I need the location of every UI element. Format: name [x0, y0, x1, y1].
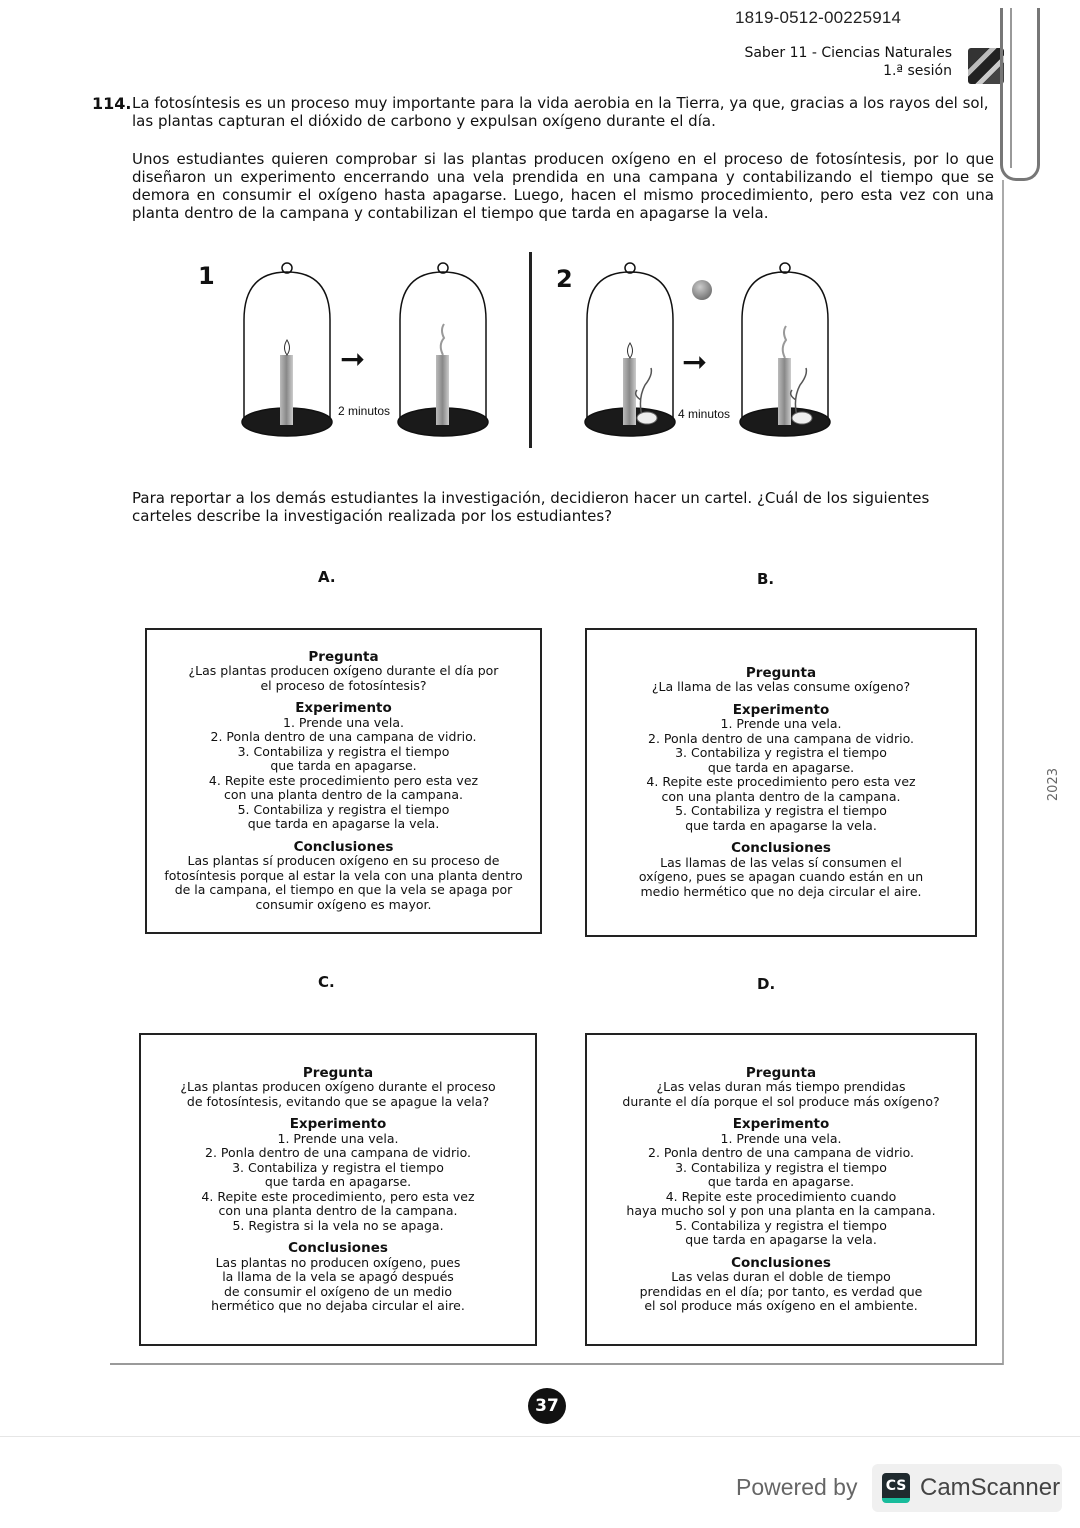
exam-header — [744, 44, 952, 80]
experiment-figure — [190, 250, 850, 450]
experimento-step: 2. Ponla dentro de una campana de vidrio. — [210, 729, 477, 745]
camscanner-badge[interactable] — [872, 1464, 1062, 1512]
pregunta-line: de fotosíntesis, evitando que se apague la vela? — [186, 1093, 490, 1109]
arrow-right-icon: ➞ — [682, 345, 708, 380]
conclusion-line: la llama de la vela se apagó después — [222, 1269, 454, 1284]
experimento-step: 5. Contabiliza y registra el tiempo — [237, 801, 450, 817]
bell-jar-with-plant-icon — [585, 263, 675, 436]
experimento-step: que tarda en apagarse. — [270, 758, 417, 774]
experimento-step: 1. Prende una vela. — [720, 1130, 842, 1146]
conclusion-line: Las llamas de las velas sí consumen el — [660, 854, 902, 870]
panel-1-time: 2 minutos — [338, 404, 391, 418]
experimento-title: Experimento — [732, 701, 830, 718]
experimento-step: 4. Repite este procedimiento, pero esta vez — [201, 1188, 475, 1204]
experimento-step: 3. Contabiliza y registra el tiempo — [675, 745, 887, 761]
conclusion-line: Las plantas no producen oxígeno, pues — [215, 1254, 461, 1270]
conclusion-line: hermético que no dejaba circular el aire. — [211, 1298, 465, 1313]
conclusiones-title: Conclusiones — [731, 1254, 831, 1271]
conclusion-line: prendidas en el día; por tanto, es verdad que — [639, 1283, 923, 1299]
bell-jars-illustration — [190, 250, 850, 450]
experimento-step: 3. Contabiliza y registra el tiempo — [237, 743, 450, 759]
option-a-poster[interactable] — [145, 628, 542, 934]
experimento-step: con una planta dentro de la campana. — [661, 788, 901, 804]
bell-jar-icon — [242, 263, 332, 436]
conclusion-line: medio hermético que no deja circular el aire. — [640, 883, 922, 899]
option-d-poster[interactable] — [585, 1033, 977, 1346]
conclusion-line: consumir oxígeno es mayor. — [255, 896, 432, 912]
camscanner-logo-icon: CS — [882, 1473, 910, 1503]
experimento-title: Experimento — [295, 700, 392, 717]
experimento-step: 4. Repite este procedimiento pero esta vez — [646, 774, 916, 790]
experimento-step: con una planta dentro de la campana. — [224, 787, 463, 803]
paper-clip-inner — [1010, 8, 1032, 168]
experimento-title: Experimento — [289, 1116, 387, 1132]
pregunta-title: Pregunta — [745, 664, 817, 681]
panel-2-time: 4 minutos — [678, 407, 731, 421]
pregunta-line: ¿Las plantas producen oxígeno durante el proceso — [180, 1079, 496, 1094]
session-label: 1.ª sesión — [883, 63, 952, 79]
conclusiones-title: Conclusiones — [731, 840, 831, 857]
experimento-step: haya mucho sol y pon una planta en la campana. — [626, 1203, 936, 1218]
sun-icon — [692, 280, 712, 300]
option-c-poster[interactable] — [139, 1033, 537, 1346]
exam-logo-icon — [968, 48, 1004, 84]
conclusion-line: Las plantas sí producen oxígeno en su proceso de — [187, 853, 500, 869]
pregunta-line: durante el día porque el sol produce más oxígeno? — [622, 1093, 940, 1109]
experimento-step: 5. Contabiliza y registra el tiempo — [675, 803, 887, 819]
experimento-step: 2. Ponla dentro de una campana de vidrio. — [648, 730, 914, 746]
experimento-step: 1. Prende una vela. — [720, 716, 842, 732]
pregunta-line: el proceso de fotosíntesis? — [260, 677, 427, 693]
question-context: Unos estudiantes quieren comprobar si las plantas producen oxígeno en el proceso de fotosíntesis, por lo que diseñaron un experimento encerrando una vela prendida en una campana y contabilizando el tiempo que se demora en consumir el oxígeno hasta apagarse. Luego, hacen el mismo procedimiento, pero esta vez con una planta dentro de la campana y contabilizan el tiempo que tarda en apagarse la vela. — [132, 150, 994, 222]
experimento-step: con una planta dentro de la campana. — [218, 1203, 458, 1218]
experimento-step: 5. Contabiliza y registra el tiempo — [675, 1217, 887, 1233]
experimento-step: 3. Contabiliza y registra el tiempo — [232, 1159, 444, 1175]
conclusion-line: fotosíntesis porque al estar la vela con una planta dentro — [164, 867, 523, 883]
option-b-poster[interactable] — [585, 628, 977, 937]
page-bottom-rule — [110, 1363, 1003, 1365]
experimento-step: que tarda en apagarse la vela. — [247, 816, 440, 832]
pregunta-title: Pregunta — [302, 1064, 374, 1081]
conclusion-line: el sol produce más oxígeno en el ambiente. — [644, 1298, 918, 1313]
experimento-step: 5. Registra si la vela no se apaga. — [232, 1217, 444, 1233]
question-intro: La fotosíntesis es un proceso muy importante para la vida aerobia en la Tierra, ya que, gracias a los rayos del sol, las plantas capturan el dióxido de carbono y expulsan oxígeno durante el día. — [132, 94, 989, 130]
experimento-step: 4. Repite este procedimiento pero esta vez — [208, 772, 479, 788]
option-d-letter[interactable]: D. — [757, 975, 776, 993]
experimento-step: que tarda en apagarse. — [707, 1174, 855, 1189]
experimento-step: 1. Prende una vela. — [277, 1130, 399, 1146]
page-edge — [1002, 180, 1004, 1365]
pregunta-line: ¿Las plantas producen oxígeno durante el día por — [188, 663, 499, 679]
bell-jar-with-plant-icon — [740, 263, 830, 436]
conclusiones-title: Conclusiones — [293, 838, 394, 855]
option-c-letter[interactable]: C. — [318, 973, 335, 991]
bell-jar-icon — [398, 263, 488, 436]
pregunta-title: Pregunta — [745, 1064, 817, 1081]
arrow-right-icon: ➞ — [340, 342, 366, 377]
conclusion-line: de consumir el oxígeno de un medio — [223, 1283, 452, 1299]
conclusion-line: oxígeno, pues se apagan cuando están en un — [638, 869, 924, 885]
conclusion-line: de la campana, el tiempo en que la vela se apaga por — [174, 882, 513, 898]
option-a-letter[interactable]: A. — [318, 568, 336, 586]
pregunta-line: ¿La llama de las velas consume oxígeno? — [651, 679, 911, 695]
experimento-title: Experimento — [732, 1116, 830, 1132]
experimento-step: 4. Repite este procedimiento cuando — [665, 1188, 897, 1204]
experimento-step: que tarda en apagarse. — [707, 759, 855, 775]
question-number: 114. — [92, 94, 132, 113]
experimento-step: 1. Prende una vela. — [283, 714, 404, 730]
camscanner-name: CamScanner — [920, 1474, 1061, 1501]
option-b-letter[interactable]: B. — [757, 570, 775, 588]
question-prompt: Para reportar a los demás estudiantes la investigación, decidieron hacer un cartel. ¿Cuál de los siguientes carteles describe la investigación realizada por los estudiantes? — [132, 489, 930, 525]
experimento-step: que tarda en apagarse la vela. — [685, 817, 877, 833]
experimento-step: 2. Ponla dentro de una campana de vidrio. — [648, 1145, 914, 1160]
experimento-step: que tarda en apagarse. — [264, 1174, 412, 1189]
figure-divider — [529, 252, 532, 448]
experimento-step: que tarda en apagarse la vela. — [685, 1232, 877, 1247]
panel-1-label: 1 — [198, 262, 215, 290]
conclusiones-title: Conclusiones — [288, 1240, 388, 1256]
experimento-step: 3. Contabiliza y registra el tiempo — [675, 1159, 887, 1175]
exam-name: Saber 11 - Ciencias Naturales — [744, 45, 952, 61]
scan-divider — [0, 1436, 1080, 1437]
panel-2-label: 2 — [556, 265, 573, 293]
conclusion-line: Las velas duran el doble de tiempo — [671, 1269, 891, 1284]
margin-year: 2023 — [1046, 768, 1061, 802]
document-id: 1819-0512-00225914 — [735, 8, 902, 27]
page-number-badge: 37 — [528, 1388, 566, 1424]
pregunta-title: Pregunta — [308, 648, 379, 665]
experimento-step: 2. Ponla dentro de una campana de vidrio. — [205, 1145, 471, 1160]
pregunta-line: ¿Las velas duran más tiempo prendidas — [656, 1079, 906, 1094]
powered-by-label: Powered by — [736, 1474, 858, 1500]
